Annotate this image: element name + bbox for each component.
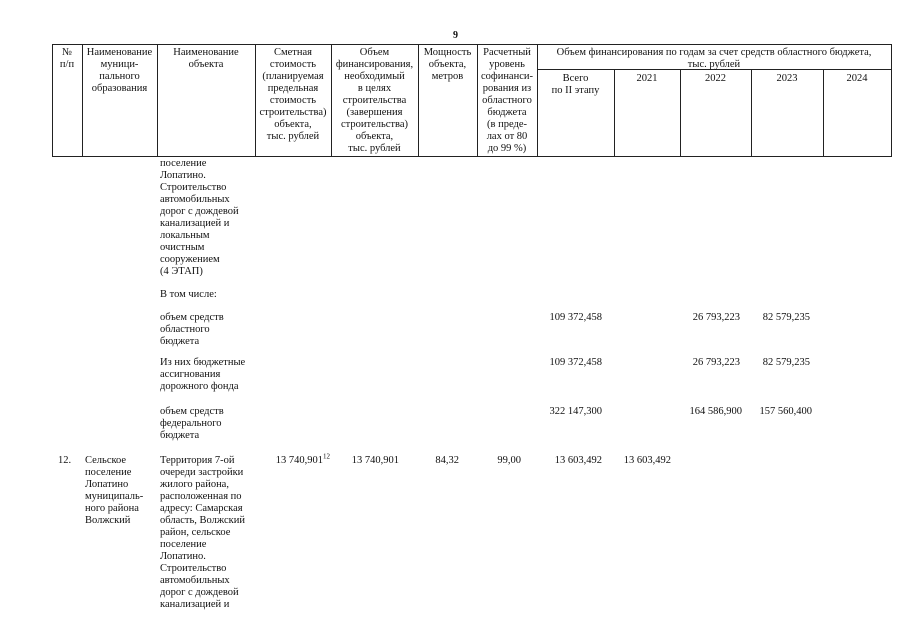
row12-financing-volume: 13 740,901 [351, 455, 399, 466]
row12-object: Территория 7-ой очереди застройки жилого района, расположенная по адресу: Самарская область, Волжский район, сельское поселение Лопатино. Строительство автомобильных дорог с дождевой канализацией и [160, 455, 245, 610]
header-2024: 2024 [846, 73, 868, 84]
row12-2021: 13 603,492 [623, 455, 671, 466]
federal-total: 322 147,300 [549, 406, 602, 417]
header-total: Всего по II этапу [551, 73, 600, 96]
header-object: Наименование объекта [173, 47, 239, 70]
header-2023: 2023 [776, 73, 798, 84]
page-number: 9 [453, 30, 458, 41]
row12-number: 12. [58, 455, 72, 466]
federal-2022: 164 586,900 [689, 406, 742, 417]
road-fund-total: 109 372,458 [549, 357, 602, 368]
header-no: № п/п [59, 47, 75, 70]
header-2022: 2022 [705, 73, 726, 84]
regional-2022: 26 793,223 [692, 312, 740, 323]
col-border [891, 44, 892, 157]
header-municipality: Наименование муници- пального образования [86, 47, 153, 94]
regional-2023: 82 579,235 [762, 312, 810, 323]
road-fund-2023: 82 579,235 [762, 357, 810, 368]
footnote-ref: 12 [323, 452, 330, 461]
row12-total: 13 603,492 [554, 455, 602, 466]
federal-budget-label: объем средств федерального бюджета [160, 406, 224, 441]
regional-total: 109 372,458 [549, 312, 602, 323]
row12-municipality: Сельское поселение Лопатино муниципаль- ного района Волжский [85, 455, 144, 526]
row12-capacity: 84,32 [435, 455, 459, 466]
federal-2023: 157 560,400 [759, 406, 812, 417]
regional-budget-label: объем средств областного бюджета [160, 312, 224, 347]
road-fund-2022: 26 793,223 [692, 357, 740, 368]
header-bottom-border [52, 156, 891, 157]
header-by-year-group: Объем финансирования по годам за счет средств областного бюджета, тыс. рублей [556, 47, 872, 70]
row12-estimated-cost [258, 452, 330, 467]
header-cofinancing: Расчетный уровень софинанси- рования из областного бюджета (в преде- лах от 80 до 99 %) [480, 47, 533, 154]
row12-estimated-cost-value: 13 740,901 [275, 455, 323, 466]
road-fund-label: Из них бюджетные ассигнования дорожного фонда [160, 357, 246, 392]
header-estimated-cost: Сметная стоимость (планируемая предельная стоимость строительства) объекта, тыс. рублей [259, 47, 327, 142]
object-continuation: поселение Лопатино. Строительство автомобильных дорог с дождевой канализацией и локальным очистным сооружением (4 ЭТАП) [160, 158, 239, 277]
header-top-border [52, 44, 891, 45]
row12-cofinancing: 99,00 [497, 455, 521, 466]
header-capacity: Мощность объекта, метров [423, 47, 472, 82]
header-financing-volume: Объем финансирования, необходимый в целях строительства (завершения строительства) объекта, тыс. рублей [335, 47, 414, 154]
table-header [0, 0, 905, 160]
in-that-number-label: В том числе: [160, 289, 217, 300]
header-2021: 2021 [636, 73, 658, 84]
